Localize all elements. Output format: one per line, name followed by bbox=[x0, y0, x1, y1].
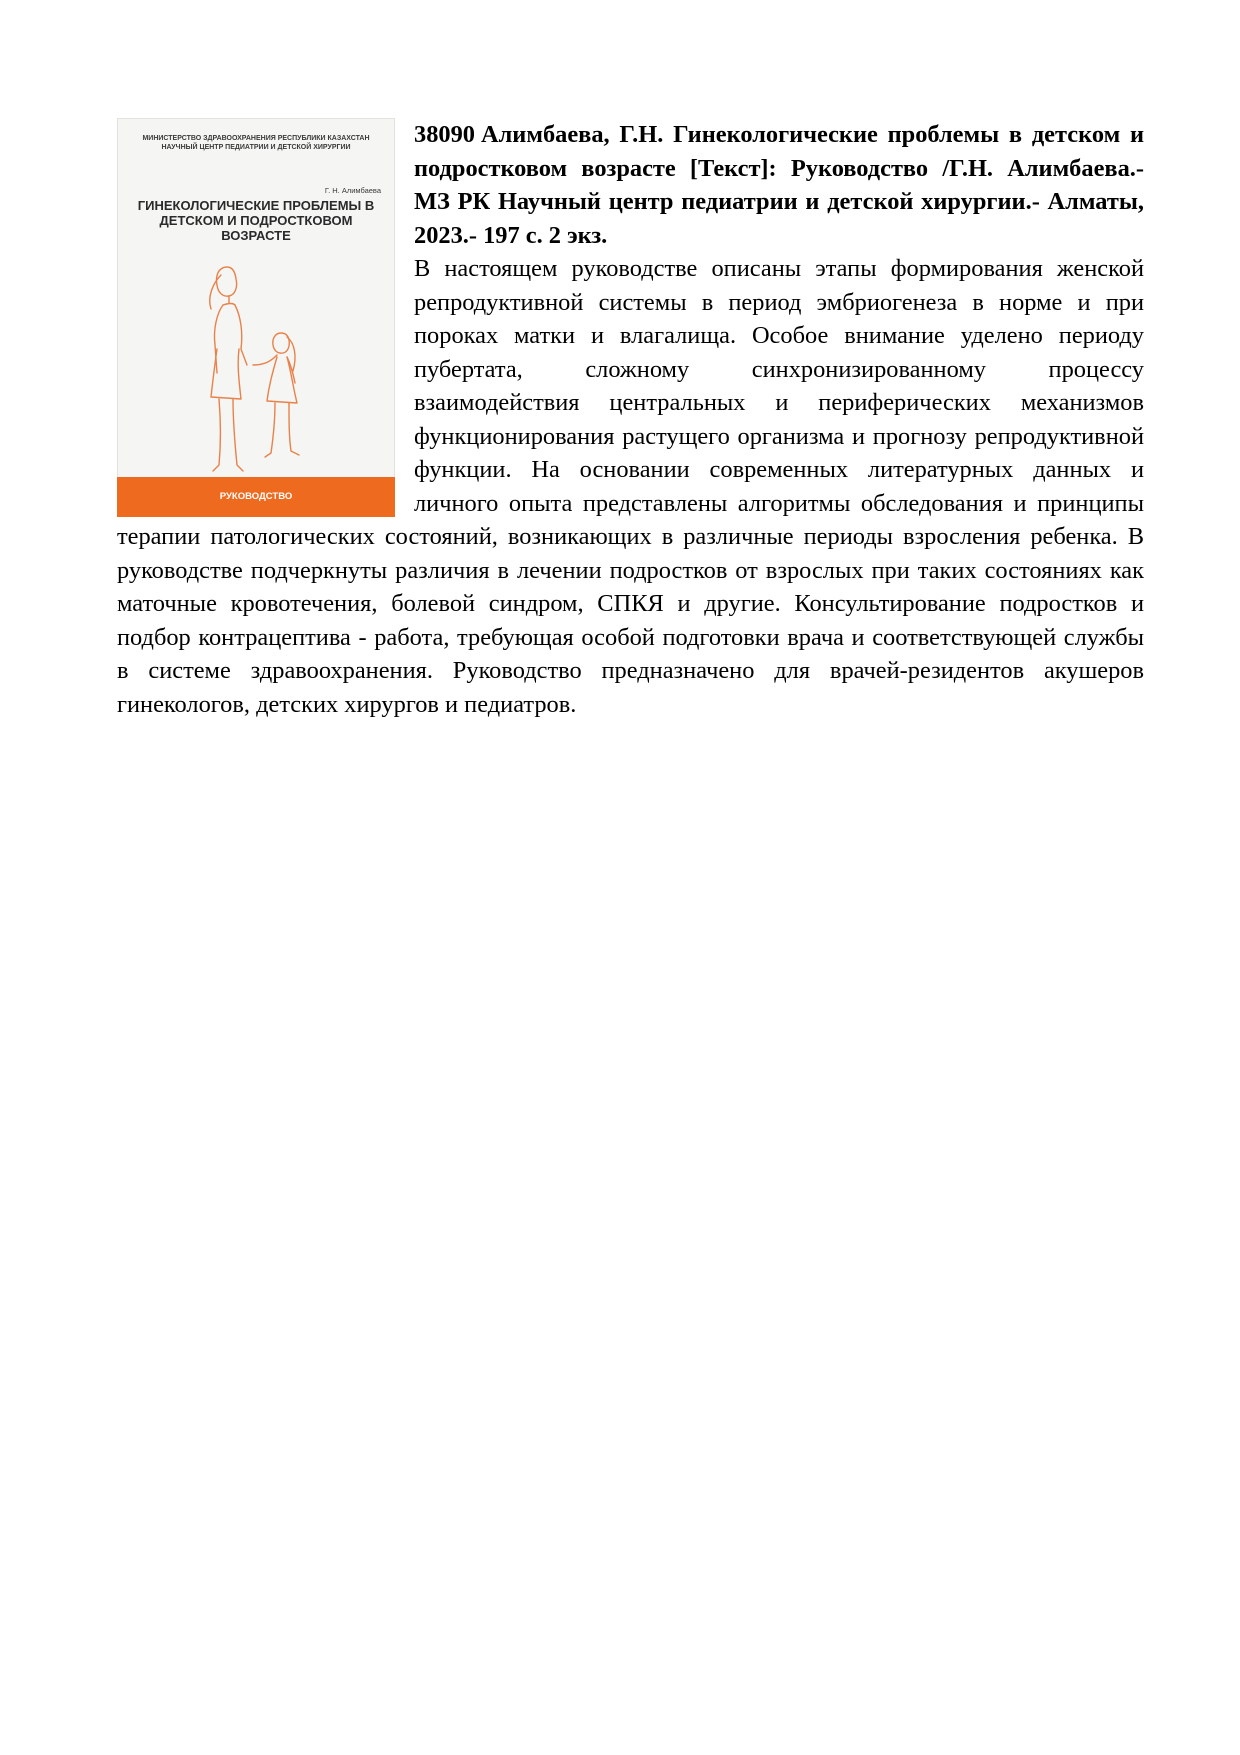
cover-title-text: ГИНЕКОЛОГИЧЕСКИЕ ПРОБЛЕМЫ В ДЕТСКОМ И ПОДРОСТКОВОМ ВОЗРАСТЕ bbox=[137, 198, 375, 243]
cover-author-text: Г. Н. Алимбаева bbox=[324, 186, 381, 195]
catalog-entry-annotation: В настоящем руководстве описаны этапы формирования женской репродуктивной системы в период эмбриогенеза в норме и при пороках матки и влагалища. Особое внимание уделено периоду пубертата, сложному синхронизированному процессу взаимодействия центральных и периферических механизмов функционирования растущего организма и прогнозу репродуктивной функции. На основании современных литературных данных и личного опыта представлены алгоритмы обследования и принципы терапии патологических состояний, возникающих в различные периоды взросления ребенка. В руководстве подчеркнуты различия в лечении подростков от взрослых при таких состояниях как маточные кровотечения, болевой синдром, СПКЯ и другие. Консультирование подростков и подбор контрацептива - работа, требующая особой подготовки врача и соответствующей службы в системе здравоохранения. Руководство предназначено для врачей-резидентов акушеров гинекологов, детских хирургов и педиатров. bbox=[117, 255, 1144, 718]
entry-citation-text: Алимбаева, Г.Н. Гинекологические проблемы в детском и подростковом возрасте [Текст]: Руководство /Г.Н. Алимбаева.- МЗ РК Научный центр педиатрии и детской хирургии.- Алматы, 2023.- 197 с. 2 экз. bbox=[414, 121, 1144, 249]
book-cover-image bbox=[117, 118, 395, 517]
mother-daughter-illustration bbox=[177, 253, 337, 478]
cover-guide-band: РУКОВОДСТВО bbox=[117, 477, 395, 517]
entry-number: 38090 bbox=[414, 121, 475, 148]
cover-ministry-text: МИНИСТЕРСТВО ЗДРАВООХРАНЕНИЯ РЕСПУБЛИКИ КАЗАХСТАН НАУЧНЫЙ ЦЕНТР ПЕДИАТРИИ И ДЕТСКОЙ ХИРУРГИИ bbox=[142, 135, 370, 151]
catalog-page bbox=[117, 118, 1144, 721]
